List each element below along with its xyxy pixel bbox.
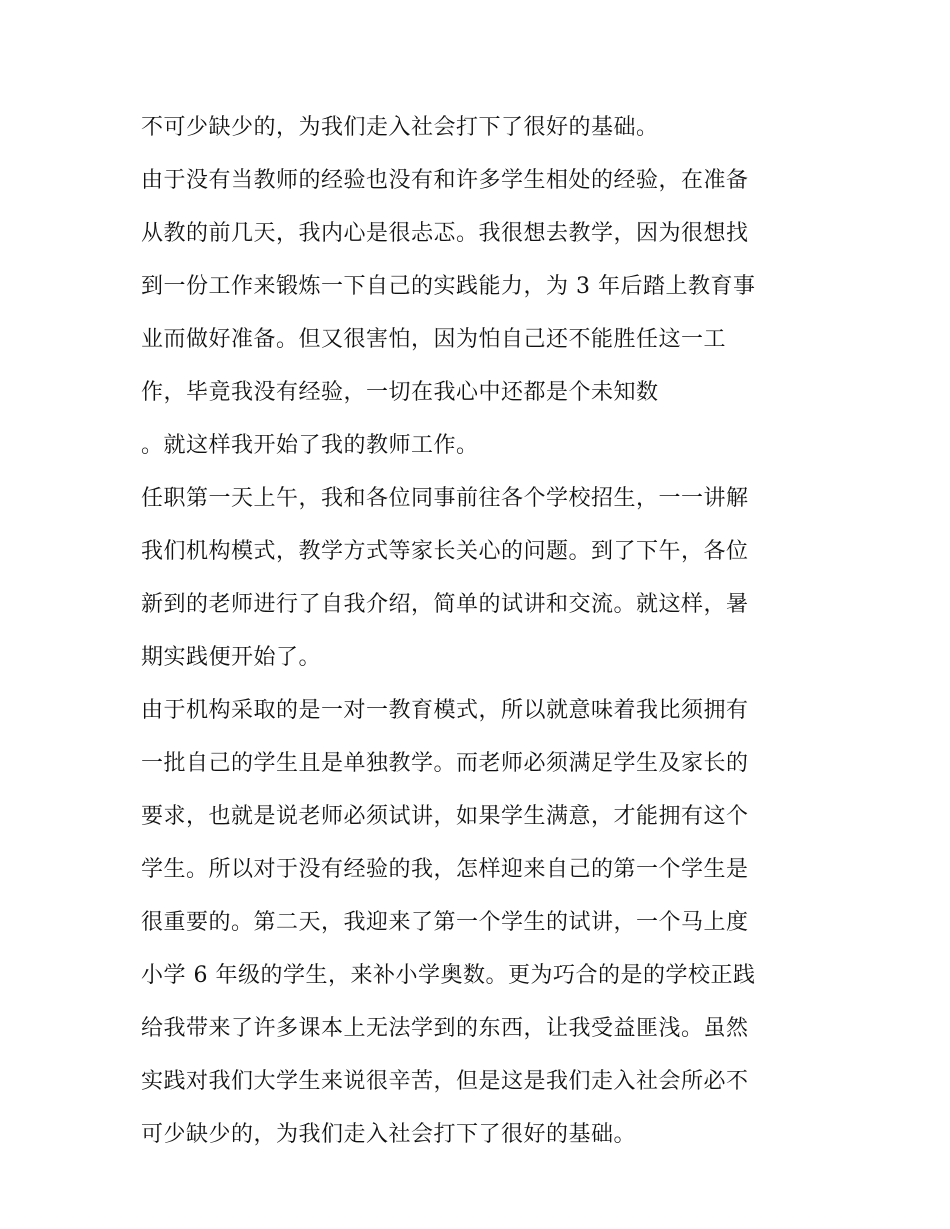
text-line: 新到的老师进行了自我介绍，简单的试讲和交流。就这样，暑: [141, 592, 749, 617]
text-line: 实践对我们大学生来说很辛苦，但是这是我们走入社会所必不: [141, 1069, 749, 1094]
text-line: 不可少缺少的，为我们走入社会打下了很好的基础。: [141, 115, 659, 140]
text-line: 由于没有当教师的经验也没有和许多学生相处的经验，在准备: [141, 168, 749, 193]
text-line: 很重要的。第二天，我迎来了第一个学生的试讲，一个马上度: [141, 910, 749, 935]
text-line: 到一份工作来锻炼一下自己的实践能力，为 3 年后踏上教育事: [141, 274, 756, 299]
text-line: 作，毕竟我没有经验，一切在我心中还都是个未知数: [141, 380, 659, 405]
text-line: 小学 6 年级的学生，来补小学奥数。更为巧合的是的学校正践: [141, 963, 756, 988]
document-body: [141, 108, 821, 1168]
text-line: 从教的前几天，我内心是很忐忑。我很想去教学，因为很想找: [141, 221, 749, 246]
text-line: 任职第一天上午，我和各位同事前往各个学校招生，一一讲解: [141, 486, 749, 511]
text-line: 学生。所以对于没有经验的我，怎样迎来自己的第一个学生是: [141, 857, 749, 882]
text-line: 要求，也就是说老师必须试讲，如果学生满意，才能拥有这个: [141, 804, 749, 829]
text-line: 期实践便开始了。: [141, 645, 322, 670]
text-line: 由于机构采取的是一对一教育模式，所以就意味着我比须拥有: [141, 698, 749, 723]
text-line: 。就这样我开始了我的教师工作。: [141, 433, 479, 458]
text-line: 我们机构模式，教学方式等家长关心的问题。到了下午，各位: [141, 539, 749, 564]
text-line: 给我带来了许多课本上无法学到的东西，让我受益匪浅。虽然: [141, 1016, 749, 1041]
text-line: 可少缺少的，为我们走入社会打下了很好的基础。: [141, 1122, 637, 1147]
text-line: 业而做好准备。但又很害怕，因为怕自己还不能胜任这一工: [141, 327, 727, 352]
text-line: 一批自己的学生且是单独教学。而老师必须满足学生及家长的: [141, 751, 749, 776]
